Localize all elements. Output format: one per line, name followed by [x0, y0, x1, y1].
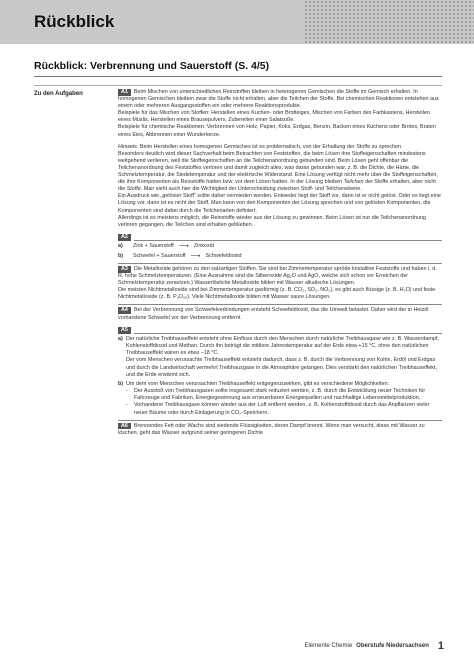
list-item: - Vorhandene Treibhausgase können wieder aus der Luft entfernt werden, z. B. Kohlenstoffdioxid durch das Anpflanzen vieler neuer Bäume oder durch Einlagerung in CO₂-Speichern.	[126, 402, 442, 416]
a1-paragraph-1: Beim Mischen von unterschiedlichen Reinstoffen bleiben in heterogenen Gemischen die Stoffe im Gemisch erhalten. In homogenen Gemischen bleiben zwar die Stoffe nicht erhalten, aber die Teilchen der Stoffe. Bei chemischen Reaktionen entstehen aus einem oder mehreren Ausgangsstoffen ein oder mehrere Reaktionsprodukte.	[118, 89, 439, 110]
task-a6	[118, 423, 442, 437]
side-label: Zu den Aufgaben	[34, 91, 83, 97]
a1-paragraph-4-end: . Man sieht auch hier die Wichtigkeit der Unterscheidung zwischen Stoff- und Teilchenebene.	[140, 186, 362, 193]
a1-paragraph-4-italic-2: Stoffe	[126, 186, 141, 193]
a5-a-paragraph-1: Der natürliche Treibhauseffekt entsteht ohne Einfluss durch den Menschen durch natürliche Treibhausgase wie z. B. Wasserdampf, Kohlenstoffdioxid und Methan. Durch ihn beträgt die mittlere Jahrestemperatur auf der Erde etwa +15 °C, ohne den natürlichen Treibhauseffekt wären es etwa −18 °C.	[126, 336, 439, 357]
a1-hint-text: Beim Herstellen eines homogenen Gemisches ist es problematisch, von der Erhaltung der Stoffe zu sprechen.	[139, 143, 403, 150]
footer-series: Elemente Chemie	[304, 643, 353, 649]
reaction-arrow: ⟶	[178, 243, 189, 251]
section-rule-top	[34, 76, 442, 77]
task-a3	[118, 266, 442, 301]
equation-a: a) Zink + Sauerstoff ⟶ Zinkoxid	[118, 243, 214, 251]
a1-paragraph-4-italic-1: Teilchen	[343, 179, 364, 186]
a3-paragraph-1: Die Metalloxide gehören zu den salzartigen Stoffen. Sie sind bei Zimmertemperatur spröde kristalline Feststoffe und haben i. d. R. hohe Schmelztemperaturen. (Eine Ausnahme sind die Silberoxide Ag₂O und AgO, welche sich schon vor Erreichen der Schmelztemperatur zersetzen.) Wasserlösliche Metalloxide bilden mit Wasser alkalische Lösungen.	[118, 265, 437, 287]
header-bar	[0, 0, 474, 44]
page-number: 1	[437, 640, 444, 652]
equation-a-product: Zinkoxid	[193, 243, 214, 250]
section-rule-bottom	[34, 85, 442, 86]
a1-paragraph-3: Beispiele für chemische Reaktionen: Verbrennen von Holz, Papier, Koks, Erdgas, Benzin, Backen eines Kuchens oder Brotes, Braten eines Eies, Abbrennen einer Wunderkerze.	[118, 124, 436, 138]
reaction-arrow: ⟶	[190, 252, 201, 260]
page-footer	[304, 640, 444, 652]
task-tag-a1: A1	[118, 89, 131, 96]
a3-paragraph-2: Die meisten Nichtmetalloxide sind bei Zimmertemperatur gasförmig (z. B. CO₂, SO₂, NO₂), es gibt auch flüssige (z. B. H₂O) und feste Nichtmetalloxide (z. B. P₄O₁₀). Viele Nichtmetalloxide bilden mit Wasser saure Lösungen.	[118, 287, 436, 301]
answers-content	[118, 89, 442, 437]
task-a5: A5 a) Der natürliche Treibhauseffekt entsteht ohne Einfluss durch den Menschen durch natürliche Treibhausgase wie z. B. Wasserdampf, Kohlenstoffdioxid und Methan. Durch ihn beträgt die mittlere Jahrestemperatur auf der Erde etwa +15 °C, ohne den natürlichen Treibhauseffekt wären es etwa −18 °C. Der vom Menschen verursachte Treibhauseffekt entsteht dadurch, dass z. B. durch die Verbrennung von Kohle, Erdöl und Erdgas und durch die Landwirtschaft vermehrt Treibhausgase in die Atmosphäre gelangen. Dies verstärkt den natürlichen Treibhauseffekt, und die Erde erwärmt sich. b) Um dem vom Menschen verursachten Treibhauseffekt entgegenzuwirken, gibt es verschiedene Möglichkeiten: - Der Ausstoß von Treibhausgasen sollte insgesamt stark reduziert werden, z. B. durch die Entwicklung neuer Techniken für Fahrzeuge und Fabriken, Energiegewinnung aus erneuerbaren Energiequellen und nachhaltige Lebensmittelproduktion. - Vorhandene Treibhausgase können wieder aus der Luft entfernt werden, z. B. Kohlenstoffdioxid durch das Anpflanzen vieler neuer Bäume oder durch Einlagerung in CO₂-Speichern.	[118, 327, 442, 417]
task-a1	[118, 89, 442, 229]
task-a4	[118, 307, 442, 321]
a6-paragraph-1: Brennendes Fett oder Wachs sind siedende Flüssigkeiten, deren Dampf brennt. Wenn man versucht, diese mit Wasser zu löschen, geht das Wasser aufgrund seiner geringeren Dichte	[118, 422, 425, 436]
equation-b-reactants: Schwefel + Sauerstoff	[133, 252, 186, 259]
section-title: Rückblick: Verbrennung und Sauerstoff (S. 4/5)	[34, 60, 270, 72]
task-tag-a2: A2	[118, 234, 131, 241]
a1-paragraph-4-mid: der Stoffe erhalten, aber nicht die	[118, 179, 436, 193]
a5-a-paragraph-2: Der vom Menschen verursachte Treibhauseffekt entsteht dadurch, dass z. B. durch die Verbrennung von Kohle, Erdöl und Erdgas und durch die Landwirtschaft vermehrt Treibhausgase in die Atmosphäre gelangen. Dies verstärkt den natürlichen Treibhauseffekt, und die Erde erwärmt sich.	[126, 357, 437, 378]
a4-paragraph-1: Bei der Verbrennung von Schwefelverbindungen entsteht Schwefeldioxid, das die Umwelt belastet. Daher wird der in Heizöl vorhandene Schwefel vor der Verbrennung entfernt.	[118, 307, 429, 321]
task-tag-a6: A6	[118, 423, 131, 430]
list-item: - Der Ausstoß von Treibhausgasen sollte insgesamt stark reduziert werden, z. B. durch die Entwicklung neuer Techniken für Fahrzeuge und Fabriken, Energiegewinnung aus erneuerbaren Energiequellen und nachhaltige Lebensmittelproduktion.	[126, 388, 442, 402]
a1-paragraph-6: Allerdings ist es meistens möglich, die Reinstoffe wieder aus der Lösung zu gewinnen. Beim Lösen ist nur die Teilchenanordnung verloren gegangen, die Teilchen sind erhalten geblieben.	[118, 214, 426, 228]
a1-paragraph-4: Besonders deutlich wird dieser Sachverhalt beim Betrachten von Feststoffen, die beim Lösen ihre Stoffeigenschaften mindestens weitgehend verlieren, weil die Stoffeigenschaften an die Teilchenanordnung gebunden sind. Beim Lösen geht offenbar die Teilchenanordnung des Feststoffes verloren und damit zugleich alles, was daran gebunden war, z. B. die Dichte, die Härte, die Schmelztemperatur, die Siedetemperatur und der elektrische Widerstand. Eine Lösung verfügt nicht mehr über die Stoffeigenschaften, die ihre Komponenten als Reinstoffe hatten bzw. vor dem Lösen hatten. In der Lösung bleiben	[118, 150, 438, 186]
footer-edition: Oberstufe Niedersachsen	[356, 643, 429, 649]
task-tag-a3: A3	[118, 266, 131, 273]
a1-paragraph-5: Ein Ausdruck wie „gelöster Stoff“ sollte daher vermieden werden. Entweder liegt der Stoff vor, dann ist er nicht gelöst. Oder es liegt eine Lösung vor, dann ist es nicht der Stoff. Man kann von den Komponenten der Lösung sprechen und von gelösten Komponenten, die Komponenten sind dabei durch die Teilchenarten definiert.	[118, 193, 441, 214]
a5-b-paragraph-1: Um dem vom Menschen verursachten Treibhauseffekt entgegenzuwirken, gibt es verschiedene Möglichkeiten:	[126, 381, 389, 388]
equation-a-reactants: Zink + Sauerstoff	[133, 243, 174, 250]
task-tag-a5: A5	[118, 327, 131, 334]
header-dot-pattern	[304, 0, 474, 44]
a1-hint-label: Hinweis:	[118, 143, 139, 150]
page-title: Rückblick	[34, 12, 115, 31]
a5-b-item-2: Vorhandene Treibhausgase können wieder aus der Luft entfernt werden, z. B. Kohlenstoffdioxid durch das Anpflanzen vieler neuer Bäume oder durch Einlagerung in CO₂-Speichern.	[134, 402, 430, 416]
equation-b-product: Schwefeldioxid	[205, 252, 242, 259]
task-tag-a4: A4	[118, 307, 131, 314]
equation-b: b) Schwefel + Sauerstoff ⟶ Schwefeldioxid	[118, 252, 242, 260]
a5-b-item-1: Der Ausstoß von Treibhausgasen sollte insgesamt stark reduziert werden, z. B. durch die Entwicklung neuer Techniken für Fahrzeuge und Fabriken, Energiegewinnung aus erneuerbaren Energiequellen und nachhaltige Lebensmittelproduktion.	[134, 388, 426, 402]
task-a2	[118, 234, 442, 260]
a1-paragraph-2: Beispiele für das Mischen von Stoffen: Herstellen eines Kuchen- oder Brotteiges, Mischen von Farben des Farbkastens, Herstellen eines Müslis, Herstellen eines Brausepulvers, Zubereiten einer Salatsoße.	[118, 110, 430, 124]
